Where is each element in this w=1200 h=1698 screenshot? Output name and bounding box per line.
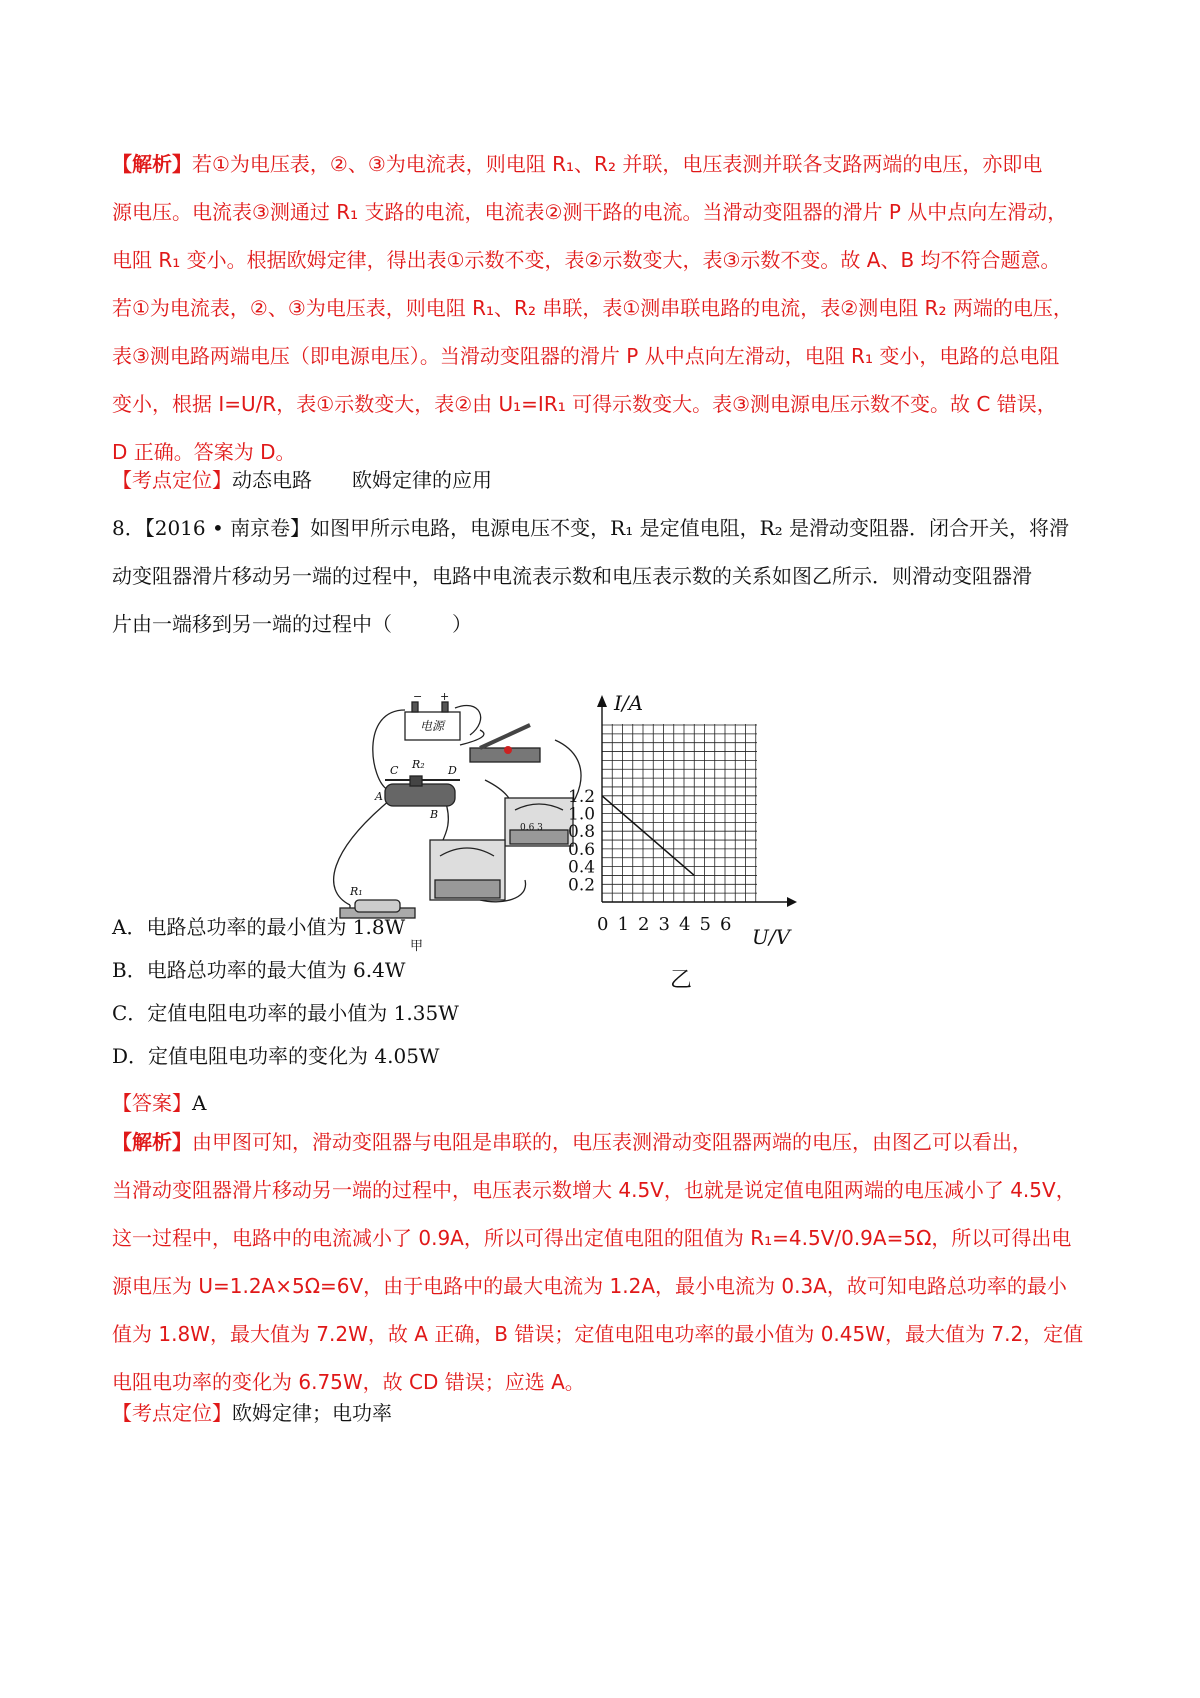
- kaodian-2: [112, 1398, 392, 1428]
- label-b: B: [430, 808, 439, 821]
- label-r1: R₁: [350, 885, 363, 898]
- analysis-line: D 正确。答案为 D。: [112, 440, 296, 464]
- i-u-graph: [568, 691, 797, 949]
- x-tick-label: 4: [679, 914, 691, 935]
- i-u-line: [602, 796, 694, 876]
- terminal-plus: [442, 702, 448, 712]
- circuit-diagram-jia: [334, 702, 581, 918]
- y-tick-label: 0.6: [568, 839, 596, 860]
- x-tick-label: 5: [699, 914, 711, 935]
- kaodian-text: 动态电路 欧姆定律的应用: [232, 468, 492, 492]
- analysis-tag: 【解析】: [112, 152, 192, 176]
- option-a: A．电路总功率的最小值为 1.8W: [112, 915, 406, 939]
- question-8: [112, 504, 1102, 648]
- analysis-line: 这一过程中，电路中的电流减小了 0.9A，所以可得出定值电阻的阻值为 R₁=4.5V/0.9A=5Ω，所以可得出电: [112, 1226, 1072, 1250]
- x-tick-label: 1: [617, 914, 629, 935]
- y-axis-label: I/A: [614, 691, 644, 715]
- x-tick-label: 6: [720, 914, 732, 935]
- option-d: D．定值电阻电功率的变化为 4.05W: [112, 1044, 440, 1068]
- terminal-minus: [412, 702, 418, 712]
- y-tick-label: 0.4: [568, 857, 596, 878]
- option-b: B．电路总功率的最大值为 6.4W: [112, 958, 406, 982]
- analysis-2: [112, 1118, 1102, 1406]
- analysis-tag: 【解析】: [112, 1130, 192, 1154]
- analysis-line: 电阻 R₁ 变小。根据欧姆定律，得出表①示数不变，表②示数变大，表③示数不变。故 A、B 均不符合题意。: [112, 248, 1061, 272]
- x-axis-label: U/V: [752, 925, 791, 949]
- analysis-line: 源电压。电流表③测通过 R₁ 支路的电流，电流表②测干路的电流。当滑动变阻器的滑片 P 从中点向左滑动，: [112, 200, 1068, 224]
- analysis-line: 表③测电路两端电压（即电源电压）。当滑动变阻器的滑片 P 从中点向左滑动，电阻 R₁ 变小，电路的总电阻: [112, 344, 1060, 368]
- analysis-line: 若①为电压表，②、③为电流表，则电阻 R₁、R₂ 并联，电压表测并联各支路两端的电压，亦即电: [192, 152, 1043, 176]
- kaodian-1: [112, 456, 1102, 504]
- y-axis-arrow: [597, 695, 607, 707]
- analysis-line: 电阻电功率的变化为 6.75W，故 CD 错误；应选 A。: [112, 1370, 585, 1394]
- rheostat-r2: [385, 784, 455, 806]
- analysis-line: 由甲图可知，滑动变阻器与电阻是串联的，电压表测滑动变阻器两端的电压，由图乙可以看出，: [192, 1130, 1032, 1154]
- analysis-line: 值为 1.8W，最大值为 7.2W，故 A 正确，B 错误；定值电阻电功率的最小值为 0.45W，最大值为 7.2，定值: [112, 1322, 1084, 1346]
- question-line: 片由一端移到另一端的过程中（ ）: [112, 612, 472, 636]
- label-c: C: [390, 764, 399, 777]
- analysis-line: 源电压为 U=1.2A×5Ω=6V，由于电路中的最大电流为 1.2A，最小电流为 0.3A，故可知电路总功率的最小: [112, 1274, 1067, 1298]
- y-tick-label: 1.2: [568, 786, 596, 807]
- analysis-line: 当滑动变阻器滑片移动另一端的过程中，电压表示数增大 4.5V，也就是说定值电阻两端的电压减小了 4.5V，: [112, 1178, 1076, 1202]
- x-axis-arrow: [787, 897, 797, 907]
- kaodian-tag: 【考点定位】: [112, 468, 232, 492]
- question-figure: [330, 690, 850, 990]
- y-tick-label: 0.8: [568, 822, 596, 843]
- label-r2: R₂: [412, 758, 425, 771]
- kaodian-tag: 【考点定位】: [112, 1401, 232, 1425]
- x-tick-label: 0: [597, 914, 609, 935]
- source-label: 电源: [420, 719, 445, 733]
- caption-jia: 甲: [410, 939, 424, 954]
- analysis-1: [112, 140, 1102, 476]
- y-tick-label: 1.0: [568, 804, 596, 825]
- label-a: A: [375, 790, 383, 803]
- analysis-line: 若①为电流表，②、③为电压表，则电阻 R₁、R₂ 串联，表①测串联电路的电流，表②测电阻 R₂ 两端的电压，: [112, 296, 1073, 320]
- option-c: C．定值电阻电功率的最小值为 1.35W: [112, 1001, 459, 1025]
- x-tick-label: 3: [658, 914, 670, 935]
- kaodian-text: 欧姆定律；电功率: [232, 1401, 392, 1425]
- label-d: D: [448, 764, 457, 777]
- meter-scale: 0.6 3: [520, 823, 543, 833]
- x-tick-label: 2: [638, 914, 650, 935]
- question-line: 8．【2016 • 南京卷】如图甲所示电路，电源电压不变，R₁ 是定值电阻，R₂ 是滑动变阻器．闭合开关，将滑: [112, 516, 1070, 540]
- caption-yi: 乙: [670, 968, 693, 990]
- y-tick-label: 0.2: [568, 875, 596, 896]
- answer: [112, 1088, 206, 1118]
- analysis-line: 变小，根据 I=U/R，表①示数变大，表②由 U₁=IR₁ 可得示数变大。表③测电源电压示数不变。故 C 错误，: [112, 392, 1057, 416]
- minus-label: −: [413, 690, 423, 703]
- question-line: 动变阻器滑片移动另一端的过程中，电路中电流表示数和电压表示数的关系如图乙所示．则滑动变阻器滑: [112, 564, 1032, 588]
- answer-tag: 【答案】: [112, 1091, 192, 1115]
- plus-label: +: [440, 690, 450, 703]
- answer-value: A: [192, 1091, 207, 1115]
